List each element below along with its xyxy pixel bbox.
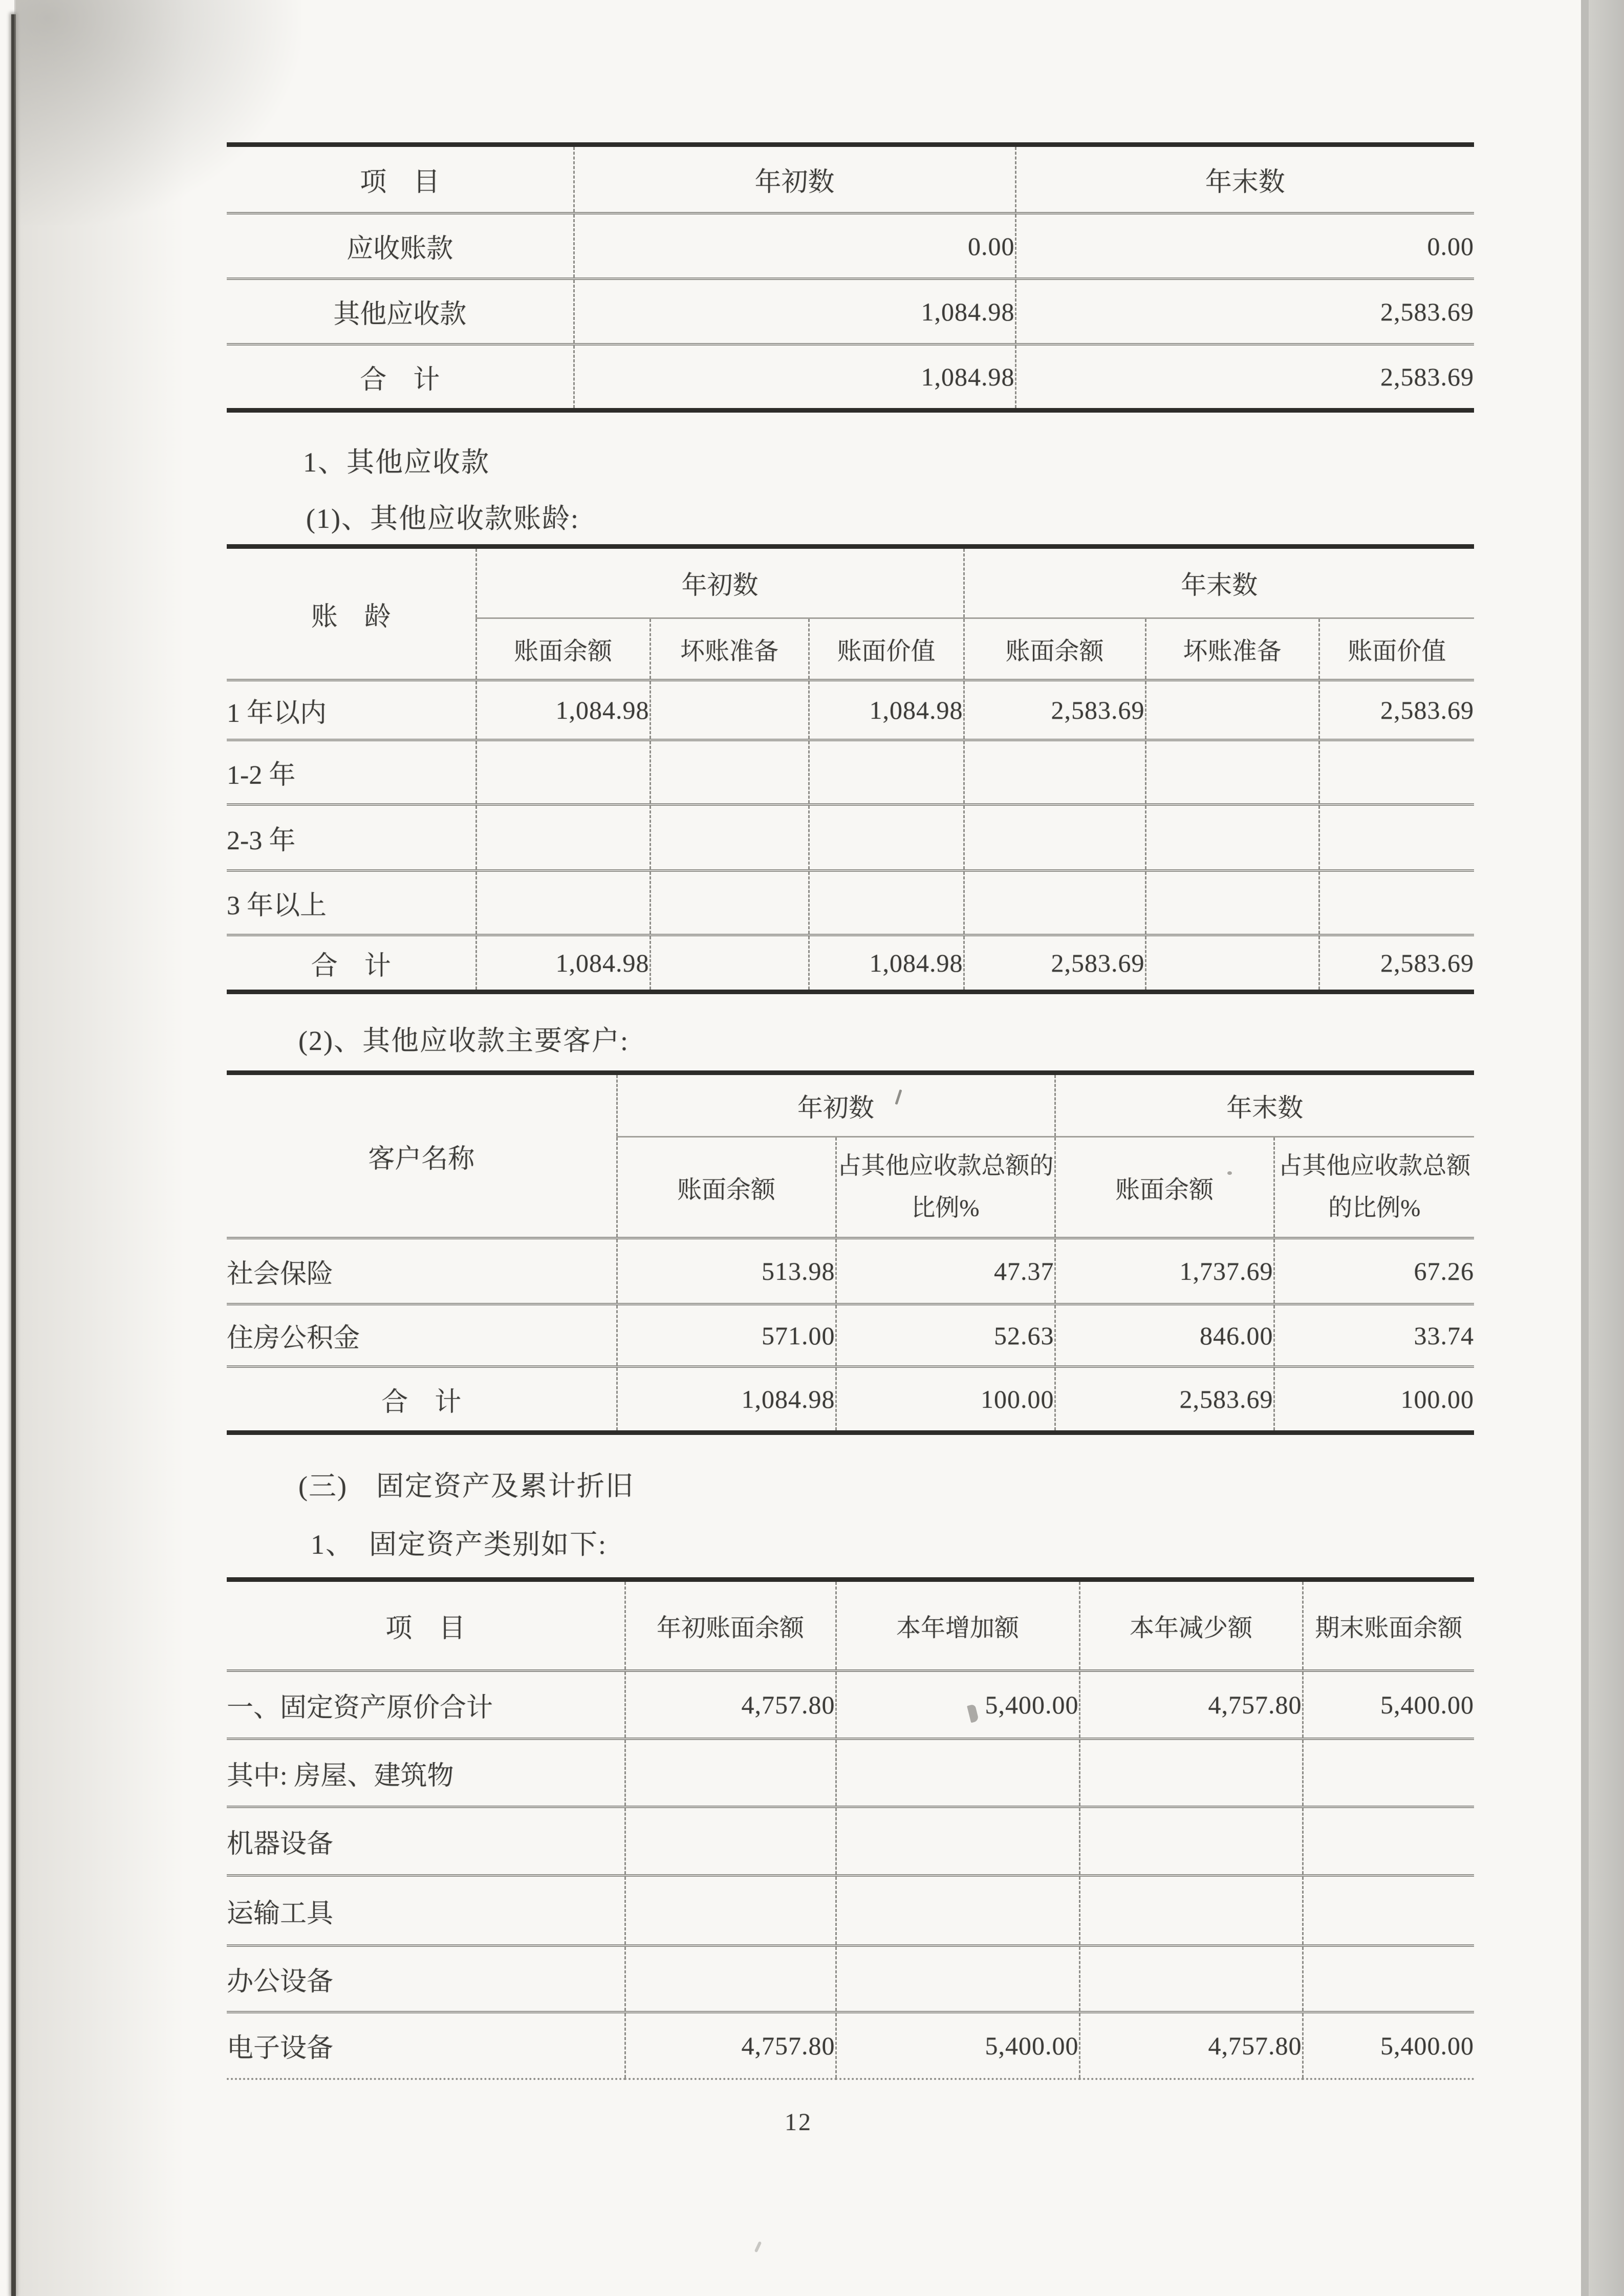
value-cell [650,871,809,935]
value-cell [625,1807,836,1876]
table-row [227,805,1474,871]
value-cell [625,1876,836,1946]
table-row [227,1304,1474,1367]
col-header: 年初账面余额 [625,1580,836,1671]
scan-edge-right-line [1581,0,1589,2296]
value-cell [1303,1739,1474,1807]
table-row [227,2012,1474,2079]
value-cell: 1,084.98 [809,935,964,992]
section-heading-aging: (1)、其他应收款账龄: [306,503,579,534]
table-total-row [227,345,1474,411]
value-cell: 1,084.98 [809,680,964,740]
value-cell: 0.00 [1015,213,1474,279]
value-cell: 2,583.69 [1319,680,1474,740]
value-cell [476,805,650,871]
row-label: 住房公积金 [227,1304,617,1367]
table-fixed-asset-categories [227,1577,1474,2080]
value-cell: 5,400.00 [836,2012,1079,2079]
value-cell [476,740,650,805]
row-label: 应收账款 [347,234,453,264]
value-cell [650,740,809,805]
value-cell [1079,1739,1303,1807]
value-cell: 52.63 [836,1304,1055,1367]
value-cell: 846.00 [1055,1304,1274,1367]
table-group-header-row [227,547,1474,618]
scan-speck-bottom [754,2241,762,2252]
value-cell: 2,583.69 [1015,345,1474,411]
table-major-customers [227,1070,1474,1435]
group-header: 年初数 [476,547,964,618]
row-label: 电子设备 [227,2012,625,2079]
value-cell: 2,583.69 [964,935,1145,992]
value-cell [809,871,964,935]
group-header: 年初数 [617,1073,1055,1137]
row-label: 合 计 [227,935,476,992]
value-cell: 513.98 [617,1238,836,1304]
value-cell [1303,1807,1474,1876]
value-cell [836,1876,1079,1946]
table-row [227,1671,1474,1739]
value-cell [836,1739,1079,1807]
value-cell: 1,084.98 [476,935,650,992]
table-row [227,1238,1474,1304]
row-label: 办公设备 [227,1946,625,2012]
table-receivables-summary [227,142,1474,413]
table-row [227,740,1474,805]
value-cell: 4,757.80 [1079,2012,1303,2079]
value-cell: 5,400.00 [836,1671,1079,1739]
value-cell: 571.00 [617,1304,836,1367]
value-cell [1319,871,1474,935]
sub-header: 账面余额 [964,618,1145,680]
row-label: 1-2 年 [227,740,476,805]
sub-header: 账面价值 [1319,618,1474,680]
row-label: 运输工具 [227,1876,625,1946]
sub-header: 坏账准备 [1145,618,1319,680]
value-cell: 4,757.80 [625,2012,836,2079]
table-aging [227,544,1474,994]
row-label: 一、固定资产原价合计 [227,1693,493,1723]
row-label: 机器设备 [227,1807,625,1876]
sub-header: 坏账准备 [650,618,809,680]
value-cell [1145,680,1319,740]
value-cell [964,740,1145,805]
value-cell [809,805,964,871]
group-header: 年末数 [964,547,1474,618]
value-cell [1145,871,1319,935]
table-header-row [227,1580,1474,1671]
value-cell: 4,757.80 [1079,1671,1303,1739]
scan-edge-right-band [1589,0,1624,2296]
row-label: 合 计 [227,345,574,411]
col-header: 项 目 [227,145,574,213]
sub-header: 账面余额 [476,618,650,680]
section-heading-major-customers: (2)、其他应收款主要客户: [298,1025,629,1056]
value-cell: 2,583.69 [1015,279,1474,345]
value-cell [1145,740,1319,805]
value-cell: 100.00 [836,1367,1055,1433]
value-cell [1303,1946,1474,2012]
table-total-row [227,935,1474,992]
value-cell: 2,583.69 [1319,935,1474,992]
corner-header: 客户名称 [227,1073,617,1238]
scan-edge-left [11,14,16,2296]
value-cell [1145,805,1319,871]
table-row [227,1807,1474,1876]
value-cell [650,680,809,740]
value-cell: 1,084.98 [574,345,1015,411]
value-cell [476,871,650,935]
value-cell [625,1739,836,1807]
value-cell [1303,1876,1474,1946]
value-cell [964,805,1145,871]
value-cell: 1,084.98 [617,1367,836,1433]
value-cell: 67.26 [1274,1238,1474,1304]
col-header: 本年减少额 [1079,1580,1303,1671]
value-cell [1145,935,1319,992]
section-heading-other-receivables: 1、其他应收款 [303,447,490,478]
value-cell: 100.00 [1274,1367,1474,1433]
table-row [227,1876,1474,1946]
row-label: 1 年以内 [227,698,327,728]
value-cell: 33.74 [1274,1304,1474,1367]
row-label: 社会保险 [227,1259,334,1289]
table-row [227,279,1474,345]
value-cell: 4,757.80 [625,1671,836,1739]
col-header: 期末账面余额 [1303,1580,1474,1671]
table-row [227,213,1474,279]
table-header-row [227,145,1474,213]
value-cell [650,935,809,992]
value-cell [625,1946,836,2012]
value-cell: 0.00 [574,213,1015,279]
table-row [227,1946,1474,2012]
value-cell: 47.37 [836,1238,1055,1304]
value-cell [1319,805,1474,871]
corner-header: 账 龄 [227,547,476,680]
table-row [227,871,1474,935]
value-cell: 5,400.00 [1303,2012,1474,2079]
row-label: 其中: 房屋、建筑物 [227,1739,625,1807]
sub-header: 账面余额 [1055,1137,1274,1238]
table-group-header-row [227,1073,1474,1137]
value-cell [836,1946,1079,2012]
table-total-row [227,1367,1474,1433]
row-label: 合 计 [227,1367,617,1433]
value-cell [1319,740,1474,805]
sub-header: 占其他应收款总额的比例% [836,1137,1055,1238]
sub-header: 占其他应收款总额的比例% [1274,1137,1474,1238]
row-label: 2-3 年 [227,805,476,871]
value-cell: 2,583.69 [1055,1367,1274,1433]
value-cell: 2,583.69 [964,680,1145,740]
sub-header: 账面价值 [809,618,964,680]
section-heading-fixed-asset-categories: 1、 固定资产类别如下: [311,1529,608,1560]
col-header: 年初数 [574,145,1015,213]
col-header: 项 目 [227,1580,625,1671]
value-cell: 1,084.98 [476,680,650,740]
row-label: 3 年以上 [227,871,476,935]
value-cell [1079,1946,1303,2012]
row-label: 其他应收款 [227,279,574,345]
value-cell [809,740,964,805]
page-number: 12 [785,2109,812,2136]
value-cell: 1,084.98 [574,279,1015,345]
value-cell: 5,400.00 [1303,1671,1474,1739]
col-header: 本年增加额 [836,1580,1079,1671]
value-cell [964,871,1145,935]
sub-header: 账面余额 [617,1137,836,1238]
table-row [227,1739,1474,1807]
group-header: 年末数 [1055,1073,1474,1137]
section-heading-fixed-assets: (三) 固定资产及累计折旧 [298,1471,634,1501]
table-row [227,680,1474,740]
scan-shadow-left [16,0,185,2296]
value-cell: 1,737.69 [1055,1238,1274,1304]
value-cell [1079,1807,1303,1876]
value-cell [836,1807,1079,1876]
col-header: 年末数 [1015,145,1474,213]
value-cell [650,805,809,871]
value-cell [1079,1876,1303,1946]
